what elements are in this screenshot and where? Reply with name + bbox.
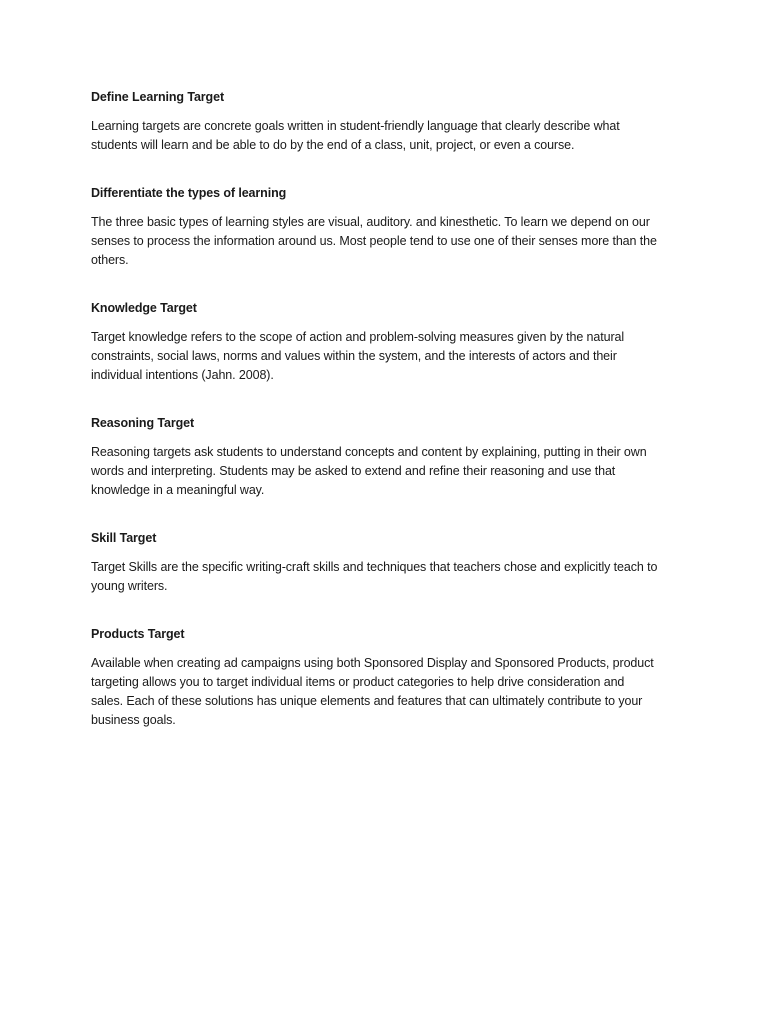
section-heading: Skill Target (91, 531, 157, 545)
document-page (91, 88, 691, 759)
section-paragraph (91, 117, 691, 155)
paragraph-line: knowledge in a meaningful way. (91, 483, 265, 497)
paragraph-line: others. (91, 253, 129, 267)
paragraph-line: Available when creating ad campaigns using both Sponsored Display and Sponsored Products, product (91, 656, 654, 670)
section-paragraph (91, 443, 691, 500)
paragraph-line: The three basic types of learning styles are visual, auditory. and kinesthetic. To learn we depend on our (91, 215, 650, 229)
section-paragraph (91, 654, 691, 730)
section-heading: Define Learning Target (91, 90, 225, 104)
section-heading: Differentiate the types of learning (91, 186, 287, 200)
paragraph-line: Target knowledge refers to the scope of action and problem-solving measures given by the natural (91, 330, 625, 344)
paragraph-line: targeting allows you to target individual items or product categories to help drive consideration and (91, 675, 625, 689)
section-heading: Products Target (91, 627, 185, 641)
section-paragraph (91, 328, 691, 385)
paragraph-line: individual intentions (Jahn. 2008). (91, 368, 274, 382)
paragraph-line: sales. Each of these solutions has unique elements and features that can ultimately contribute to your (91, 694, 643, 708)
section-define-learning-target (91, 88, 691, 155)
paragraph-line: students will learn and be able to do by the end of a class, unit, project, or even a course. (91, 138, 575, 152)
section-differentiate-types (91, 184, 691, 270)
section-reasoning-target (91, 414, 691, 500)
paragraph-line: Learning targets are concrete goals written in student-friendly language that clearly describe what (91, 119, 620, 133)
paragraph-line: constraints, social laws, norms and values within the system, and the interests of actors and their (91, 349, 617, 363)
section-heading: Reasoning Target (91, 416, 195, 430)
section-heading: Knowledge Target (91, 301, 197, 315)
section-knowledge-target (91, 299, 691, 385)
paragraph-line: business goals. (91, 713, 176, 727)
paragraph-line: Target Skills are the specific writing-craft skills and techniques that teachers chose and explicitly teach to (91, 560, 658, 574)
paragraph-line: senses to process the information around us. Most people tend to use one of their senses more than the (91, 234, 657, 248)
section-skill-target (91, 529, 691, 596)
section-products-target (91, 625, 691, 730)
section-paragraph (91, 213, 691, 270)
section-paragraph (91, 558, 691, 596)
paragraph-line: Reasoning targets ask students to understand concepts and content by explaining, putting in their own (91, 445, 647, 459)
paragraph-line: young writers. (91, 579, 168, 593)
paragraph-line: words and interpreting. Students may be asked to extend and refine their reasoning and use that (91, 464, 616, 478)
